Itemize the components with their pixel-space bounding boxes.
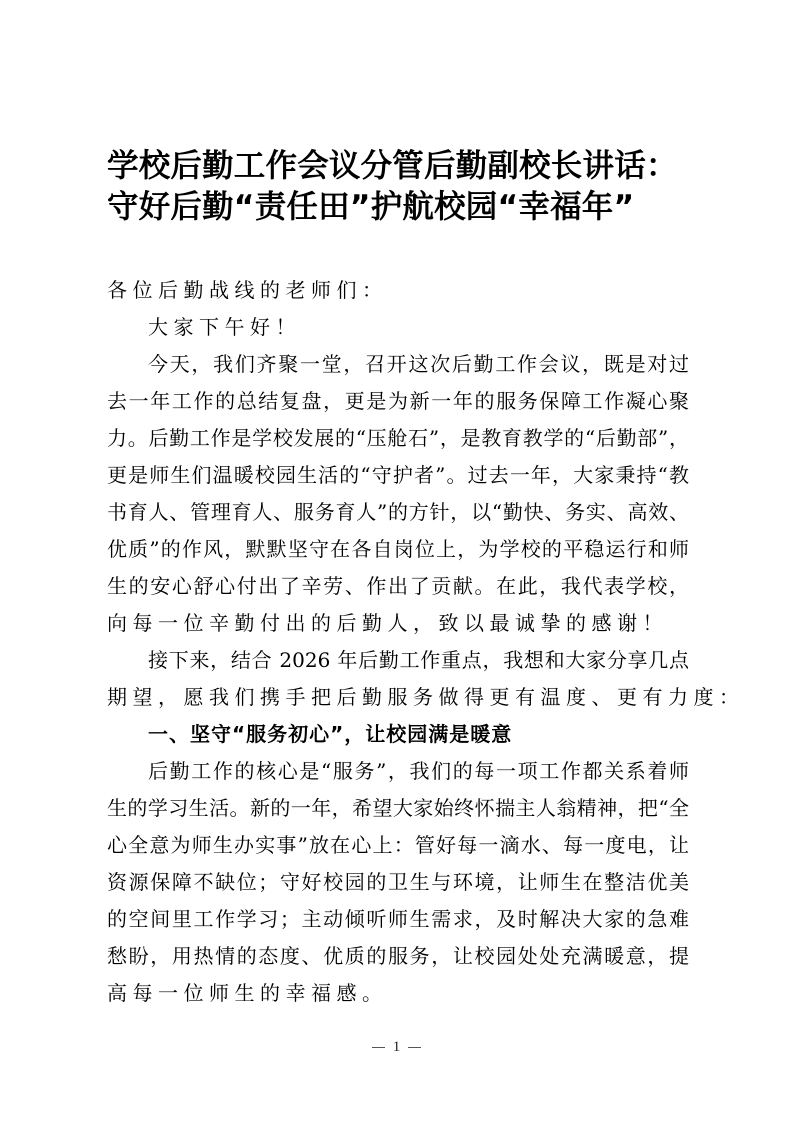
paragraph-line: 去一年工作的总结复盘，更是为新一年的服务保障工作凝心聚 <box>107 389 689 413</box>
document-title <box>107 146 707 228</box>
paragraph-line: 后勤工作的核心是“服务”，我们的每一项工作都关系着师 <box>148 759 689 783</box>
title-line-2: 守好后勤“责任田”护航校园“幸福年” <box>107 189 635 225</box>
paragraph-line: 接下来，结合 2026 年后勤工作重点，我想和大家分享几点 <box>148 648 689 672</box>
paragraph-line: 生的安心舒心付出了辛劳、作出了贡献。在此，我代表学校， <box>107 574 689 598</box>
paragraph-line: 向每一位辛勤付出的后勤人，致以最诚挚的感谢！ <box>107 611 668 635</box>
paragraph-line: 书育人、管理育人、服务育人”的方针，以“勤快、务实、高效、 <box>107 500 689 524</box>
paragraph-line: 资源保障不缺位；守好校园的卫生与环境，让师生在整洁优美 <box>107 870 689 894</box>
page-number: 1 <box>392 1039 401 1055</box>
paragraph-line: 优质”的作风，默默坚守在各自岗位上，为学校的平稳运行和师 <box>107 537 689 561</box>
paragraph-line: 大家下午好！ <box>148 315 301 339</box>
paragraph-line: 各位后勤战线的老师们： <box>107 278 388 302</box>
paragraph-line: 愁盼，用热情的态度、优质的服务，让校园处处充满暖意，提 <box>107 944 689 968</box>
title-line-1: 学校后勤工作会议分管后勤副校长讲话： <box>107 148 678 184</box>
footer-dash-left <box>372 1047 385 1048</box>
paragraph-line: 的空间里工作学习；主动倾听师生需求，及时解决大家的急难 <box>107 907 689 931</box>
paragraph-line: 期望，愿我们携手把后勤服务做得更有温度、更有力度： <box>107 685 745 709</box>
paragraph-line: 心全意为师生办实事”放在心上：管好每一滴水、每一度电，让 <box>107 833 689 857</box>
paragraph-line: 今天，我们齐聚一堂，召开这次后勤工作会议，既是对过 <box>148 352 689 376</box>
paragraph-line: 力。后勤工作是学校发展的“压舱石”，是教育教学的“后勤部”， <box>107 426 689 450</box>
page-footer <box>0 1039 793 1056</box>
document-body <box>107 272 745 1012</box>
paragraph-line: 生的学习生活。新的一年，希望大家始终怀揣主人翁精神，把“全 <box>107 796 689 820</box>
footer-dash-right <box>408 1047 421 1048</box>
section-heading: 一、坚守“服务初心”，让校园满是暖意 <box>148 722 513 746</box>
paragraph-line: 高每一位师生的幸福感。 <box>107 981 388 1005</box>
paragraph-line: 更是师生们温暖校园生活的“守护者”。过去一年，大家秉持“教 <box>107 463 689 487</box>
